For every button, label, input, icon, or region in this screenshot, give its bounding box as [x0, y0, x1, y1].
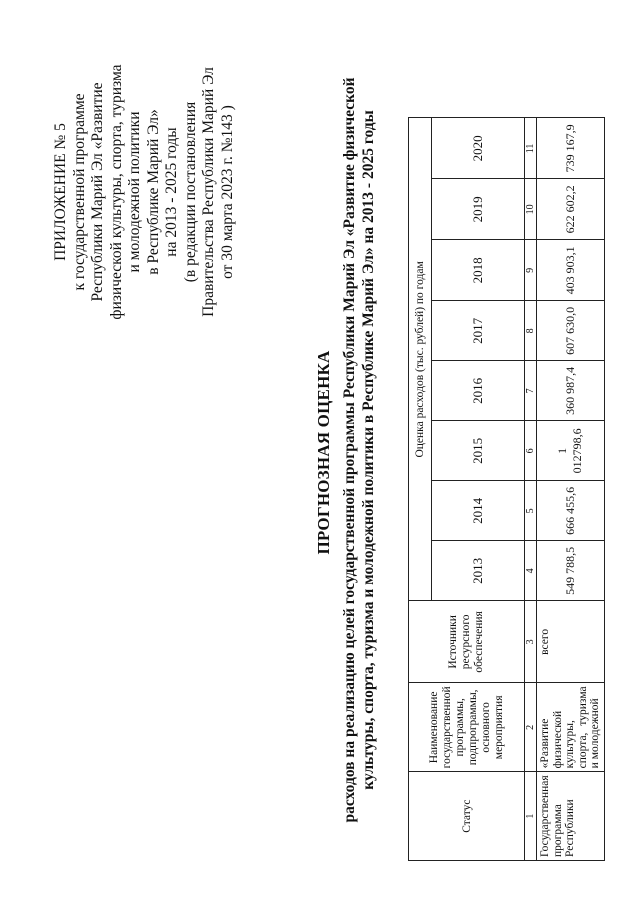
column-number: 3 [525, 601, 537, 683]
appendix-line: от 30 марта 2023 г. №143 ) [218, 105, 236, 279]
column-number: 4 [525, 541, 537, 601]
appendix-line: в Республике Марий Эл» [144, 109, 162, 275]
appendix-line: Правительства Республики Марий Эл [200, 67, 217, 317]
column-number: 11 [525, 118, 537, 179]
header-year: 2015 [432, 421, 525, 481]
row-value: 622 602,2 [537, 179, 605, 240]
header-year: 2014 [432, 481, 525, 541]
column-number: 7 [525, 361, 537, 421]
column-number: 2 [525, 683, 537, 772]
row-value: 403 903,1 [537, 240, 605, 301]
row-status: Государственная программа Республики [537, 772, 605, 861]
column-number: 1 [525, 772, 537, 861]
appendix-line: к государственной программе [70, 93, 88, 291]
header-year: 2020 [432, 118, 525, 179]
subtitle-line: культуры, спорта, туризма и молодежной политики в Республике Марий Эл» на 2013 - 2025 годы [360, 110, 377, 790]
column-number: 8 [525, 301, 537, 361]
row-value: 739 167,9 [537, 118, 605, 179]
expense-table [408, 117, 605, 861]
document-title: ПРОГНОЗНАЯ ОЦЕНКА [314, 350, 333, 555]
subtitle-line: расходов на реализацию целей государственной программы Республики Марий Эл «Развитие физической [341, 77, 358, 823]
header-name: Наименование государственной программы, подпрограммы, основного мероприятия [409, 683, 525, 772]
appendix-line: и молодежной политики [126, 111, 143, 273]
header-estimate-group: Оценка расходов (тыс. рублей) по годам [409, 118, 432, 601]
row-value: 607 630,0 [537, 301, 605, 361]
column-number: 5 [525, 481, 537, 541]
row-value: 666 455,6 [537, 481, 605, 541]
header-year: 2019 [432, 179, 525, 240]
appendix-block [52, 47, 237, 337]
column-number: 9 [525, 240, 537, 301]
appendix-line: на 2013 - 2025 годы [163, 127, 180, 257]
header-year: 2016 [432, 361, 525, 421]
row-value: 1 012798,6 [537, 421, 605, 481]
header-year: 2018 [432, 240, 525, 301]
appendix-line: Республики Марий Эл «Развитие [89, 82, 106, 302]
column-number: 6 [525, 421, 537, 481]
header-year: 2013 [432, 541, 525, 601]
row-value: 360 987,4 [537, 361, 605, 421]
row-value: 549 788,5 [537, 541, 605, 601]
row-name: «Развитие физической культуры, спорта, туризма и молодежной [537, 683, 605, 772]
column-number: 10 [525, 179, 537, 240]
header-sources: Источники ресурсного обеспечения [409, 601, 525, 683]
header-status: Статус [409, 772, 525, 861]
appendix-line: (в редакции постановления [181, 101, 199, 283]
table-row [537, 118, 605, 861]
appendix-line: физической культуры, спорта, туризма [107, 64, 125, 320]
appendix-line: ПРИЛОЖЕНИЕ № 5 [52, 123, 69, 261]
document-subtitle [340, 25, 378, 875]
header-year: 2017 [432, 301, 525, 361]
row-source: всего [537, 601, 605, 683]
